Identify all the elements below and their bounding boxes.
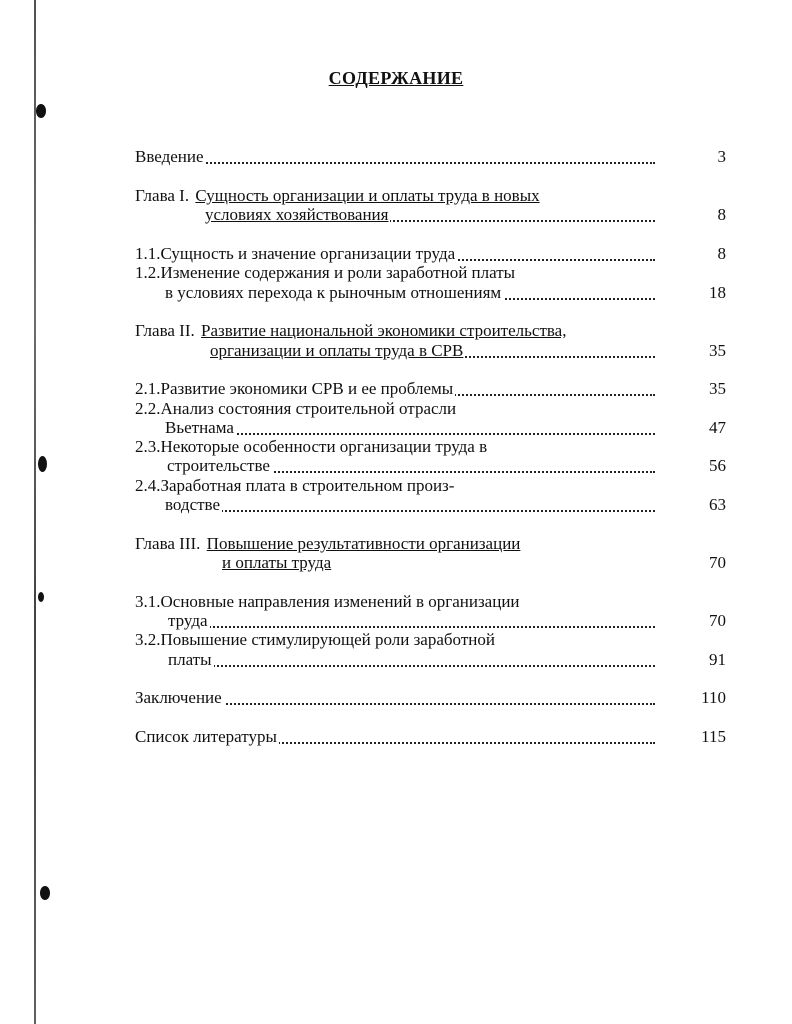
toc-entry-3-2-cont bbox=[168, 650, 655, 670]
toc-page: 91 bbox=[709, 650, 726, 669]
toc-entry-3-2 bbox=[135, 630, 655, 650]
toc-page: 47 bbox=[709, 418, 726, 437]
scan-blot bbox=[38, 456, 47, 472]
toc-entry-3-1-cont bbox=[168, 611, 655, 631]
toc-entry-2-2-cont bbox=[165, 418, 655, 438]
toc-entry-2-1 bbox=[135, 379, 655, 399]
toc-label-line1: 2.3.Некоторые особенности организации труда в bbox=[135, 437, 488, 456]
toc-entry-chapter-3 bbox=[135, 534, 655, 554]
toc-label-line1: Сущность организации и оплаты труда в новых bbox=[195, 186, 540, 205]
toc-entry-2-4 bbox=[135, 476, 655, 496]
toc-entry-conclusion bbox=[135, 688, 655, 708]
toc-page: 8 bbox=[717, 244, 726, 263]
toc-page: 3 bbox=[717, 147, 726, 166]
toc-page: 110 bbox=[701, 688, 726, 707]
scan-blot bbox=[38, 592, 44, 602]
toc-label-line2: строительстве bbox=[167, 456, 270, 475]
toc-chapter-prefix: Глава II. bbox=[135, 321, 199, 340]
toc-page: 56 bbox=[709, 456, 726, 475]
toc-label-line1: 1.2.Изменение содержания и роли заработной платы bbox=[135, 263, 516, 282]
toc-entry-2-3-cont bbox=[167, 456, 655, 476]
toc-label-line1: 2.2.Анализ состояния строительной отрасли bbox=[135, 399, 457, 418]
toc-entry-1-1 bbox=[135, 244, 655, 264]
toc-label-line2: платы bbox=[168, 650, 212, 669]
toc-entry-chapter-1-cont bbox=[205, 205, 655, 225]
toc-label-line2: водстве bbox=[165, 495, 221, 514]
toc-label-line1: 2.4.Заработная плата в строительном произ- bbox=[135, 476, 455, 495]
toc-page: 35 bbox=[709, 379, 726, 398]
toc-chapter-prefix: Глава III. bbox=[135, 534, 205, 553]
toc-label: Введение bbox=[135, 147, 204, 166]
scan-blot bbox=[40, 886, 50, 900]
toc-label-line2: в условиях перехода к рыночным отношениям bbox=[165, 283, 502, 302]
toc-entry-chapter-3-cont bbox=[222, 553, 655, 573]
toc-page: 70 bbox=[709, 553, 726, 572]
scan-edge-artifact bbox=[34, 0, 36, 1024]
toc-label-line2: условиях хозяйствования bbox=[205, 205, 389, 224]
toc-entry-1-2 bbox=[135, 263, 655, 283]
toc-page: 35 bbox=[709, 341, 726, 360]
toc-entry-chapter-1 bbox=[135, 186, 655, 206]
toc-entry-2-2 bbox=[135, 399, 655, 419]
toc-label: Список литературы bbox=[135, 727, 277, 746]
toc-page: 63 bbox=[709, 495, 726, 514]
toc-entry-1-2-cont bbox=[165, 283, 655, 303]
toc-label-line2: труда bbox=[168, 611, 208, 630]
toc-label-line2: и оплаты труда bbox=[222, 553, 332, 572]
toc-label: 1.1.Сущность и значение организации труда bbox=[135, 244, 456, 263]
toc-page: 115 bbox=[701, 727, 726, 746]
toc-label-line2: Вьетнама bbox=[165, 418, 234, 437]
toc-page: 70 bbox=[709, 611, 726, 630]
toc-label-line1: 3.2.Повышение стимулирующей роли заработной bbox=[135, 630, 495, 649]
toc-entry-introduction bbox=[135, 147, 655, 167]
toc-label-line1: 3.1.Основные направления изменений в организации bbox=[135, 592, 520, 611]
toc-page: 18 bbox=[709, 283, 726, 302]
toc-chapter-prefix: Глава I. bbox=[135, 186, 194, 205]
toc-entry-2-4-cont bbox=[165, 495, 655, 515]
toc-entry-bibliography bbox=[135, 727, 655, 747]
toc-label: 2.1.Развитие экономики СРВ и ее проблемы bbox=[135, 379, 454, 398]
toc-label-line2: организации и оплаты труда в СРВ bbox=[210, 341, 464, 360]
toc-entry-chapter-2-cont bbox=[210, 341, 655, 361]
toc-label-line1: Повышение результативности организации bbox=[206, 534, 521, 553]
toc-entry-2-3 bbox=[135, 437, 655, 457]
toc-page: 8 bbox=[717, 205, 726, 224]
page-title: СОДЕРЖАНИЕ bbox=[328, 68, 464, 88]
scan-blot bbox=[36, 104, 46, 118]
toc-entry-chapter-2 bbox=[135, 321, 655, 341]
toc-entry-3-1 bbox=[135, 592, 655, 612]
toc-label-line1: Развитие национальной экономики строительства, bbox=[201, 321, 567, 340]
toc-label: Заключение bbox=[135, 688, 222, 707]
